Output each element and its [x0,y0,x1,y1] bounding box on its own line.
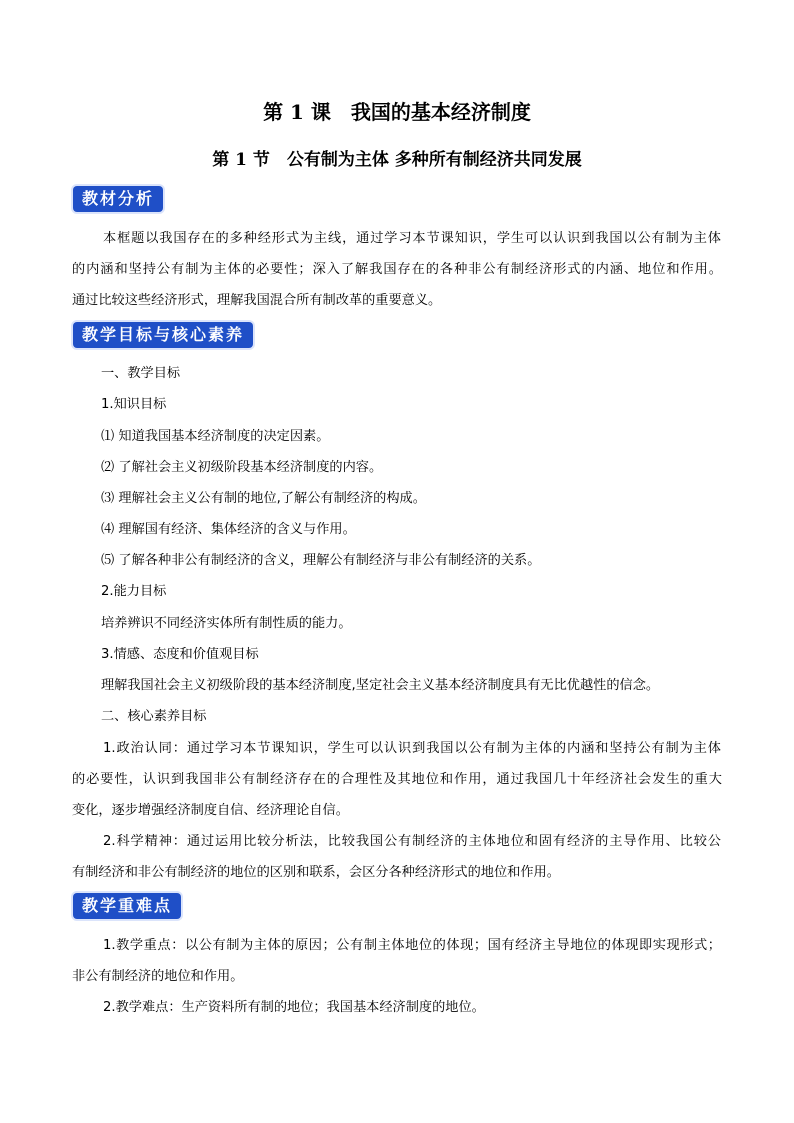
heading-teaching-goals: 一、教学目标 [101,366,181,381]
subheading-emotion: 3.情感、态度和价值观目标 [101,647,259,662]
list-item: ⑴ 知道我国基本经济制度的决定因素。 [101,429,330,444]
lesson-title: 第 1 课 我国的基本经济制度 [263,100,531,124]
paragraph-line: 2.教学难点：生产资料所有制的地位；我国基本经济制度的地位。 [103,1000,485,1015]
paragraph-line: 理解我国社会主义初级阶段的基本经济制度,坚定社会主义基本经济制度具有无比优越性的信念。 [101,678,660,693]
section-badge-analysis: 教材分析 [73,186,163,212]
heading-core-literacy: 二、核心素养目标 [101,709,207,724]
paragraph-line: 1.教学重点：以公有制为主体的原因；公有制主体地位的体现；国有经济主导地位的体现即实现形式； [103,938,721,953]
paragraph-line: 的必要性，认识到我国非公有制经济存在的合理性及其地位和作用，通过我国几十年经济社会发生的重大 [72,772,722,787]
list-item: ⑸ 了解各种非公有制经济的含义，理解公有制经济与非公有制经济的关系。 [101,553,541,568]
section-badge-objectives: 教学目标与核心素养 [73,322,253,348]
list-item: ⑶ 理解社会主义公有制的地位,了解公有制经济的构成。 [101,491,426,506]
paragraph-line: 有制经济和非公有制经济的地位的区别和联系，会区分各种经济形式的地位和作用。 [72,865,560,880]
paragraph-line: 通过比较这些经济形式，理解我国混合所有制改革的重要意义。 [72,293,442,308]
paragraph-line: 的内涵和坚持公有制为主体的必要性；深入了解我国存在的各种非公有制经济形式的内涵、地位和作用。 [72,262,722,277]
list-item: ⑷ 理解国有经济、集体经济的含义与作用。 [101,522,356,537]
subheading-knowledge: 1.知识目标 [101,397,167,412]
list-item: ⑵ 了解社会主义初级阶段基本经济制度的内容。 [101,460,383,475]
paragraph-line: 1.政治认同：通过学习本节课知识，学生可以认识到我国以公有制为主体的内涵和坚持公有制为主体 [103,741,721,756]
paragraph-line: 2.科学精神：通过运用比较分析法，比较我国公有制经济的主体地位和固有经济的主导作用、比较公 [103,834,721,849]
paragraph-line: 变化，逐步增强经济制度自信、经济理论自信。 [72,803,349,818]
subheading-ability: 2.能力目标 [101,584,167,599]
paragraph-line: 培养辨识不同经济实体所有制性质的能力。 [101,616,352,631]
section-subtitle: 第 1 节 公有制为主体 多种所有制经济共同发展 [212,150,582,170]
paragraph-line: 非公有制经济的地位和作用。 [72,969,244,984]
paragraph-line: 本框题以我国存在的多种经形式为主线，通过学习本节课知识，学生可以认识到我国以公有制为主体 [103,231,721,246]
section-badge-difficulties: 教学重难点 [73,893,181,919]
